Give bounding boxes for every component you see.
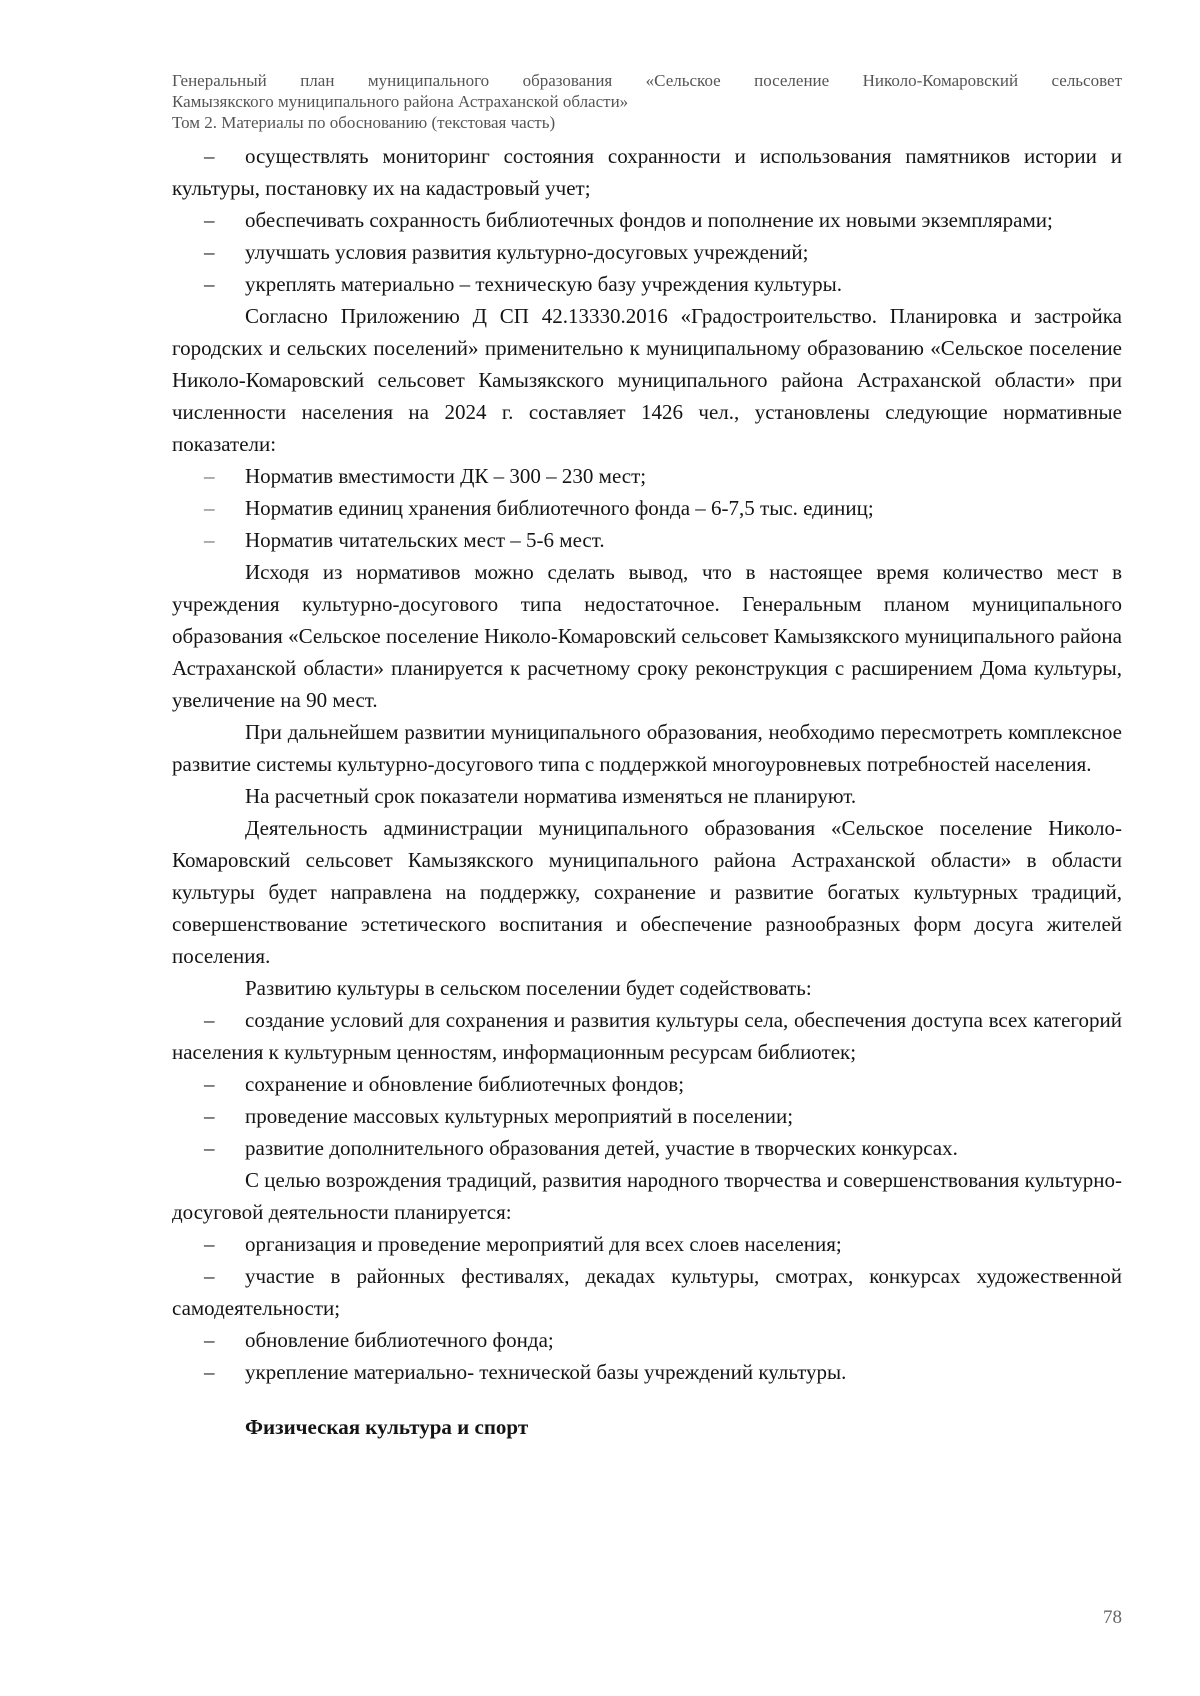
list-item: [172, 1100, 1122, 1132]
dash-bullet: –: [204, 1008, 215, 1032]
list-item: [172, 524, 1122, 556]
section-heading: Физическая культура и спорт: [245, 1415, 529, 1439]
list-item: [172, 1068, 1122, 1100]
list-item: [172, 236, 1122, 268]
header-line-3: Том 2. Материалы по обоснованию (текстовая часть): [172, 113, 556, 132]
list-item-text: Норматив единиц хранения библиотечного фонда – 6-7,5 тыс. единиц;: [245, 496, 874, 520]
list-item: [172, 460, 1122, 492]
list-item: [172, 1132, 1122, 1164]
header-line-2: Камызякского муниципального района Астраханской области»: [172, 92, 629, 111]
list-item: [172, 140, 1122, 204]
dash-bullet: –: [204, 1264, 215, 1288]
list-item-text: укрепление материально- технической базы учреждений культуры.: [245, 1360, 847, 1384]
paragraph: С целью возрождения традиций, развития народного творчества и совершенствования культурно-досуговой деятельности планируется:: [172, 1168, 1122, 1224]
list-item-text: Норматив читательских мест – 5-6 мест.: [245, 528, 605, 552]
list-item: [172, 268, 1122, 300]
list-item: [172, 1260, 1122, 1324]
dash-bullet: –: [204, 1328, 215, 1352]
list-item-text: развитие дополнительного образования детей, участие в творческих конкурсах.: [245, 1136, 958, 1160]
header-line-1: Генеральный план муниципального образования «Сельское поселение Николо-Комаровский сельсовет: [172, 71, 1122, 90]
list-item: [172, 1004, 1122, 1068]
dash-bullet: –: [204, 240, 215, 264]
dash-bullet: –: [204, 496, 215, 520]
paragraph: На расчетный срок показатели норматива изменяться не планируют.: [245, 784, 857, 808]
dash-bullet: –: [204, 1136, 215, 1160]
list-item: [172, 1228, 1122, 1260]
list-item-text: участие в районных фестивалях, декадах культуры, смотрах, конкурсах художественной самодеятельности;: [172, 1264, 1122, 1320]
dash-bullet: –: [204, 208, 215, 232]
paragraph: Развитию культуры в сельском поселении будет содействовать:: [245, 976, 812, 1000]
dash-bullet: –: [204, 144, 215, 168]
dash-bullet: –: [204, 528, 215, 552]
dash-bullet: –: [204, 1072, 215, 1096]
list-item-text: проведение массовых культурных мероприятий в поселении;: [245, 1104, 794, 1128]
dash-bullet: –: [204, 1360, 215, 1384]
dash-bullet: –: [204, 464, 215, 488]
page-number: 78: [1103, 1607, 1122, 1628]
list-item-text: обеспечивать сохранность библиотечных фондов и пополнение их новыми экземплярами;: [245, 208, 1053, 232]
list-item-text: обновление библиотечного фонда;: [245, 1328, 554, 1352]
list-item-text: Норматив вместимости ДК – 300 – 230 мест;: [245, 464, 647, 488]
list-item: [172, 492, 1122, 524]
list-item: [172, 1356, 1122, 1388]
document-body: [172, 140, 1122, 1443]
dash-bullet: –: [204, 1232, 215, 1256]
paragraph: Исходя из нормативов можно сделать вывод, что в настоящее время количество мест в учреждения культурно-досугового типа недостаточное. Генеральным планом муниципального образования «Сельское поселение Николо-Комаровский сельсовет Камызякского муниципального района Астраханской области» планируется к расчетному сроку реконструкция с расширением Дома культуры, увеличение на 90 мест.: [172, 560, 1122, 712]
list-item-text: улучшать условия развития культурно-досуговых учреждений;: [245, 240, 809, 264]
list-item: [172, 204, 1122, 236]
dash-bullet: –: [204, 272, 215, 296]
list-item-text: осуществлять мониторинг состояния сохранности и использования памятников истории и культуры, постановку их на кадастровый учет;: [172, 144, 1122, 200]
paragraph: Согласно Приложению Д СП 42.13330.2016 «Градостроительство. Планировка и застройка городских и сельских поселений» применительно к муниципальному образованию «Сельское поселение Николо-Комаровский сельсовет Камызякского муниципального района Астраханской области» при численности населения на 2024 г. составляет 1426 чел., установлены следующие нормативные показатели:: [172, 304, 1122, 456]
paragraph: Деятельность администрации муниципального образования «Сельское поселение Николо-Комаровский сельсовет Камызякского муниципального района Астраханской области» в области культуры будет направлена на поддержку, сохранение и развитие богатых культурных традиций, совершенствование эстетического воспитания и обеспечение разнообразных форм досуга жителей поселения.: [172, 816, 1122, 968]
paragraph: При дальнейшем развитии муниципального образования, необходимо пересмотреть комплексное развитие системы культурно-досугового типа с поддержкой многоуровневых потребностей населения.: [172, 720, 1122, 776]
list-item-text: создание условий для сохранения и развития культуры села, обеспечения доступа всех категорий населения к культурным ценностям, информационным ресурсам библиотек;: [172, 1008, 1122, 1064]
running-header: [172, 70, 1122, 133]
list-item: [172, 1324, 1122, 1356]
list-item-text: сохранение и обновление библиотечных фондов;: [245, 1072, 685, 1096]
list-item-text: укреплять материально – техническую базу учреждения культуры.: [245, 272, 843, 296]
dash-bullet: –: [204, 1104, 215, 1128]
list-item-text: организация и проведение мероприятий для всех слоев населения;: [245, 1232, 842, 1256]
